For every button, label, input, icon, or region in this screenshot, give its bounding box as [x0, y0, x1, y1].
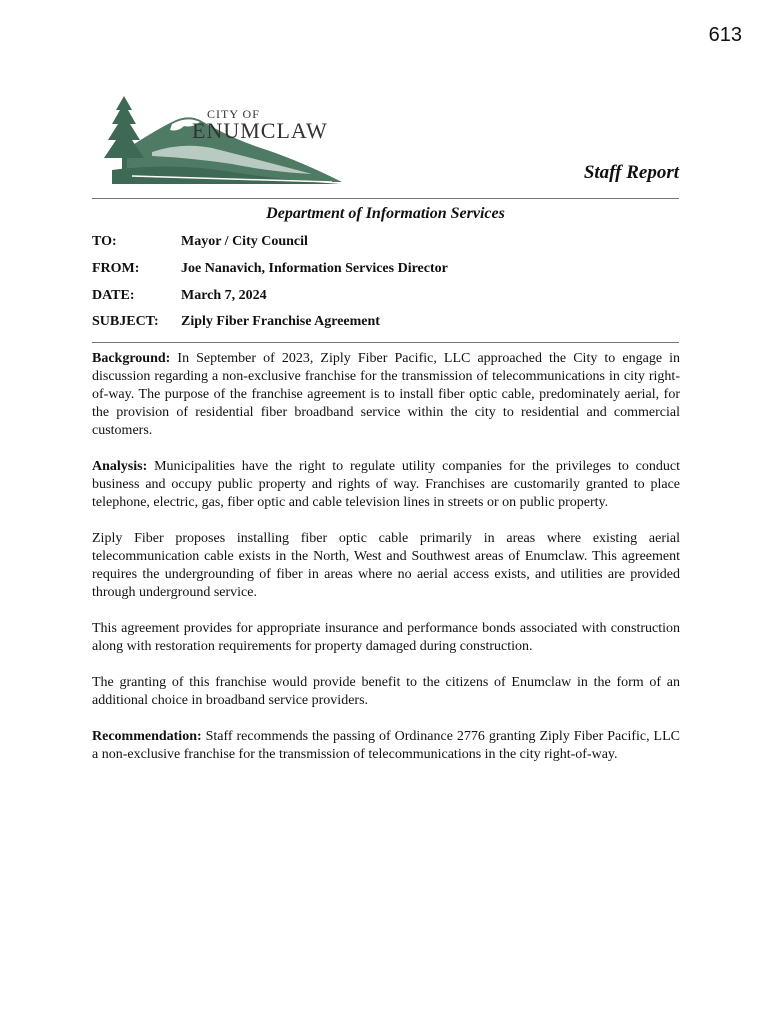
memo-subject-value: Ziply Fiber Franchise Agreement — [181, 314, 380, 329]
logo-city-name: ENUMCLAW — [192, 118, 328, 143]
background-label: Background: — [92, 351, 171, 366]
memo-date-value: March 7, 2024 — [181, 288, 267, 303]
insurance-paragraph: This agreement provides for appropriate insurance and performance bonds associated with construction along with restoration requirements for property damaged during construction. — [92, 621, 680, 654]
fiber-paragraph: Ziply Fiber proposes installing fiber optic cable primarily in areas where existing aerial telecommunication cable exists in the North, West and Southwest areas of Enumclaw. This agreement requires the undergrounding of fiber in areas where no aerial access exists, and utilities are provided through underground service. — [92, 531, 680, 600]
memo-to-value: Mayor / City Council — [181, 234, 308, 249]
logo-city-of: CITY OF — [207, 107, 260, 121]
department-heading: Department of Information Services — [266, 205, 505, 222]
memo-date-label: DATE: — [92, 288, 135, 303]
report-title: Staff Report — [583, 162, 679, 183]
page-number: 613 — [708, 24, 742, 46]
background-paragraph — [92, 350, 680, 440]
memo-divider — [92, 342, 679, 343]
header-divider — [92, 198, 679, 199]
memo-subject-label: SUBJECT: — [92, 314, 159, 329]
benefit-paragraph: The granting of this franchise would provide benefit to the citizens of Enumclaw in the form of an additional choice in broadband service providers. — [92, 675, 680, 708]
memo-from-label: FROM: — [92, 261, 140, 276]
report-body — [92, 350, 680, 782]
recommendation-label: Recommendation: — [92, 729, 202, 744]
recommendation-paragraph — [92, 728, 680, 764]
background-text: In September of 2023, Ziply Fiber Pacific, LLC approached the City to engage in discussion regarding a non-exclusive franchise for the transmission of telecommunications in city right-of-way. The purpose of the franchise agreement is to install fiber optic cable, predominately aerial, for the provision of residential fiber broadband service within the city to residential and commercial customers. — [92, 351, 680, 438]
analysis-text: Municipalities have the right to regulate utility companies for the privileges to conduct business and occupy public property and rights of way. Franchises are customarily granted to place telephone, electric, gas, fiber optic and cable television lines in streets or on public property. — [92, 459, 680, 510]
analysis-label: Analysis: — [92, 459, 148, 474]
memo-from-value: Joe Nanavich, Information Services Director — [181, 261, 448, 276]
recommendation-text: Staff recommends the passing of Ordinance 2776 granting Ziply Fiber Pacific, LLC a non-exclusive franchise for the transmission of telecommunications in the city right-of-way. — [92, 729, 680, 762]
memo-to-label: TO: — [92, 234, 117, 249]
analysis-paragraph — [92, 458, 680, 512]
city-logo — [92, 92, 347, 188]
